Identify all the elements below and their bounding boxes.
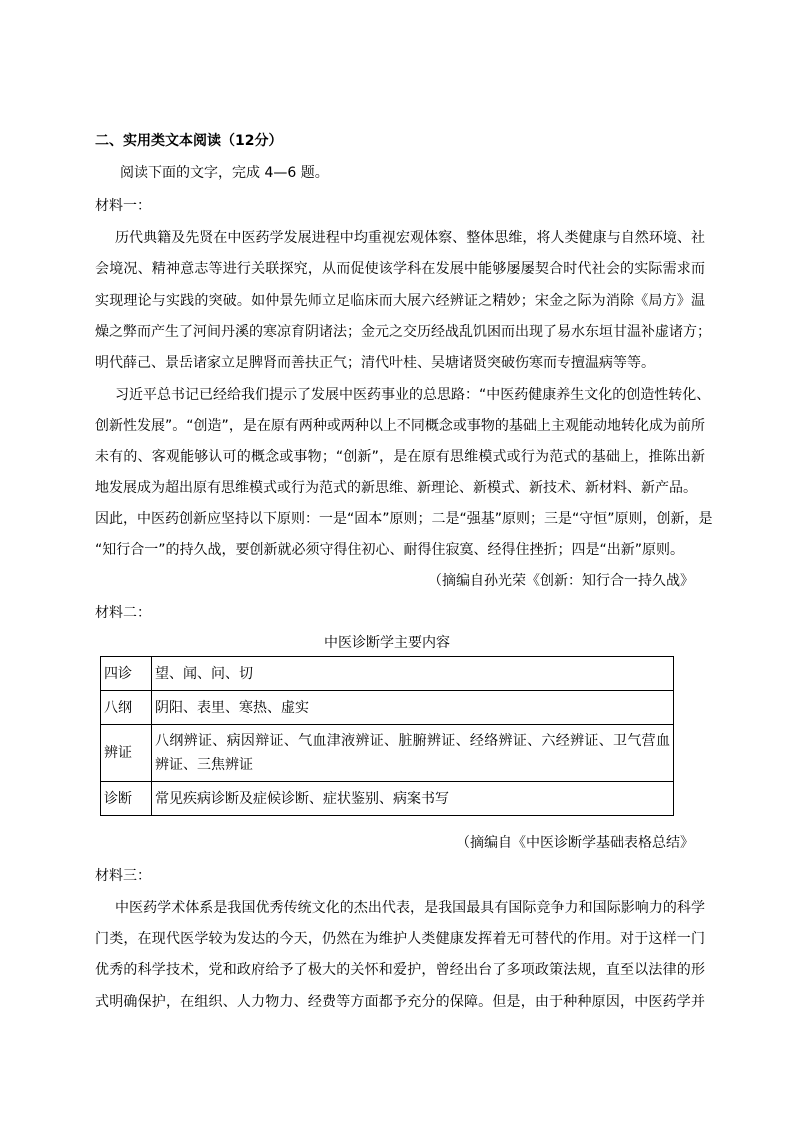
material1-line: 燥之弊而产生了河间丹溪的寒凉育阴诸法；金元之交历经战乱饥困而出现了易水东垣甘温补虚诸方； (95, 324, 711, 340)
material3-line: 优秀的科学技术，党和政府给予了极大的关怀和爱护，曾经出台了多项政策法规，直至以法律的形 (95, 962, 705, 978)
table-key-cell: 辨证 (101, 725, 152, 782)
material2-source: （摘编自《中医诊断学基础表格总结》 (456, 835, 694, 851)
material3-line: 中医药学术体系是我国优秀传统文化的杰出代表，是我国最具有国际竞争力和国际影响力的科学 (115, 900, 705, 916)
material3-label: 材料三： (95, 868, 151, 884)
material1-label: 材料一： (95, 198, 151, 214)
material1-line: 习近平总书记已经给我们提示了发展中医药事业的总思路：“中医药健康养生文化的创造性转化、 (115, 387, 711, 403)
instruction-text: 阅读下面的文字，完成 4—6 题。 (120, 165, 329, 181)
material1-line: “知行合一”的持久战，要创新就必须守得住初心、耐得住寂寞、经得住挫折；四是“出新”原则。 (95, 542, 685, 558)
table-key-cell: 诊断 (101, 782, 152, 816)
table-row (101, 725, 674, 782)
table-value-cell: 阴阳、表里、寒热、虚实 (152, 691, 674, 725)
material1-line: 未有的、客观能够认可的概念或事物；“创新”，是在原有思维模式或行为范式的基础上，推陈出新 (95, 449, 705, 465)
material1-line: 因此，中医药创新应坚持以下原则：一是“固本”原则；二是“强基”原则；三是“守恒”原则，创新，是 (95, 511, 713, 527)
material1-line: 历代典籍及先贤在中医药学发展进程中均重视宏观体察、整体思维，将人类健康与自然环境、社 (115, 230, 705, 246)
material3-line: 门类，在现代医学较为发达的今天，仍然在为维护人类健康发挥着无可替代的作用。对于这样一门 (95, 931, 705, 947)
table-value-cell: 常见疾病诊断及症候诊断、症状鉴别、病案书写 (152, 782, 674, 816)
material3-line: 式明确保护，在组织、人力物力、经费等方面都予充分的保障。但是，由于种种原因，中医药学并 (95, 994, 705, 1010)
material2-label: 材料二： (95, 605, 151, 621)
table-row (101, 782, 674, 816)
material1-line: 地发展成为超出原有思维模式或行为范式的新思维、新理论、新模式、新技术、新材料、新产品。 (95, 480, 697, 496)
material1-source: （摘编自孙光荣《创新：知行合一持久战》 (428, 573, 694, 589)
table-key-cell: 四诊 (101, 657, 152, 691)
table-key-cell: 八纲 (101, 691, 152, 725)
table-value-cell: 八纲辨证、病因辩证、气血津液辨证、脏腑辨证、经络辨证、六经辨证、卫气营血辨证、三焦辨证 (152, 725, 674, 782)
table-title: 中医诊断学主要内容 (324, 635, 450, 651)
table-value-cell: 望、闻、问、切 (152, 657, 674, 691)
section-title: 二、实用类文本阅读（12分） (95, 133, 283, 149)
diagnosis-table (100, 656, 674, 816)
material1-line: 明代薛己、景岳诸家立足脾肾而善扶正气；清代叶桂、吴塘诸贤突破伤寒而专擅温病等等。 (95, 355, 655, 371)
table-row (101, 691, 674, 725)
material1-line: 创新性发展”。“创造”，是在原有两种或两种以上不同概念或事物的基础上主观能动地转化成为前所 (95, 418, 705, 434)
table-row (101, 657, 674, 691)
material1-line: 会境况、精神意志等进行关联探究，从而促使该学科在发展中能够屡屡契合时代社会的实际需求而 (95, 261, 705, 277)
material1-line: 实现理论与实践的突破。如仲景先师立足临床而大展六经辨证之精妙；宋金之际为消除《局方》温 (95, 293, 705, 309)
